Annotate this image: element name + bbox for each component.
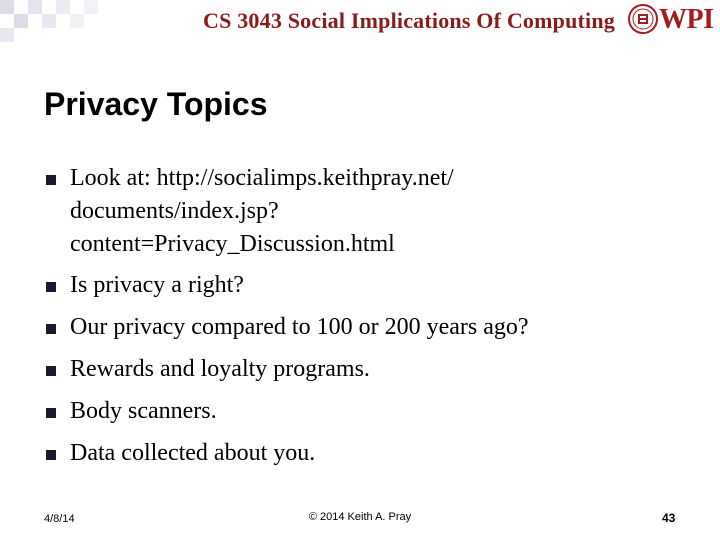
- bullet-item: [44, 311, 684, 344]
- bullet-text: [70, 437, 684, 470]
- course-title: CS 3043 Social Implications Of Computing: [203, 8, 615, 33]
- bullet-item: [44, 162, 684, 261]
- decor-square: [56, 0, 70, 14]
- bullet-text: [70, 162, 684, 261]
- bullet-text: [70, 269, 684, 302]
- square-bullet-icon: [46, 324, 56, 334]
- decor-square: [42, 14, 56, 28]
- bullet-text: [70, 311, 684, 344]
- wpi-logo-text: WPI: [659, 4, 714, 35]
- bullet-item: [44, 395, 684, 428]
- square-bullet-icon: [46, 408, 56, 418]
- decor-square: [0, 28, 14, 42]
- square-bullet-icon: [46, 175, 56, 185]
- bullet-list: [44, 162, 684, 479]
- bullet-line: Look at: http://socialimps.keithpray.net/: [70, 165, 454, 191]
- footer-copyright: © 2014 Keith A. Pray: [308, 511, 412, 523]
- bullet-item: [44, 353, 684, 386]
- square-bullet-icon: [46, 366, 56, 376]
- wpi-seal-icon: [628, 4, 658, 34]
- square-bullet-icon: [46, 282, 56, 292]
- decorative-squares: [0, 0, 120, 46]
- bullet-line: Our privacy compared to 100 or 200 years ago?: [70, 314, 529, 340]
- decor-square: [70, 14, 84, 28]
- bullet-line: Is privacy a right?: [70, 272, 244, 298]
- bullet-line: Rewards and loyalty programs.: [70, 356, 370, 382]
- decor-square: [0, 0, 14, 14]
- bullet-line: content=Privacy_Discussion.html: [70, 231, 395, 257]
- decor-square: [14, 14, 28, 28]
- bullet-text: [70, 353, 684, 386]
- page-number: 43: [662, 511, 676, 525]
- bullet-item: [44, 269, 684, 302]
- square-bullet-icon: [46, 450, 56, 460]
- bullet-line: documents/index.jsp?: [70, 198, 279, 224]
- wpi-logo: [628, 4, 716, 36]
- bullet-text: [70, 395, 684, 428]
- decor-square: [28, 0, 42, 14]
- slide-title: Privacy Topics: [44, 86, 268, 122]
- slide-header: [0, 0, 720, 46]
- bullet-line: Body scanners.: [70, 398, 217, 424]
- bullet-line: Data collected about you.: [70, 440, 316, 466]
- decor-square: [84, 0, 98, 14]
- bullet-item: [44, 437, 684, 470]
- footer-date: 4/8/14: [44, 513, 75, 525]
